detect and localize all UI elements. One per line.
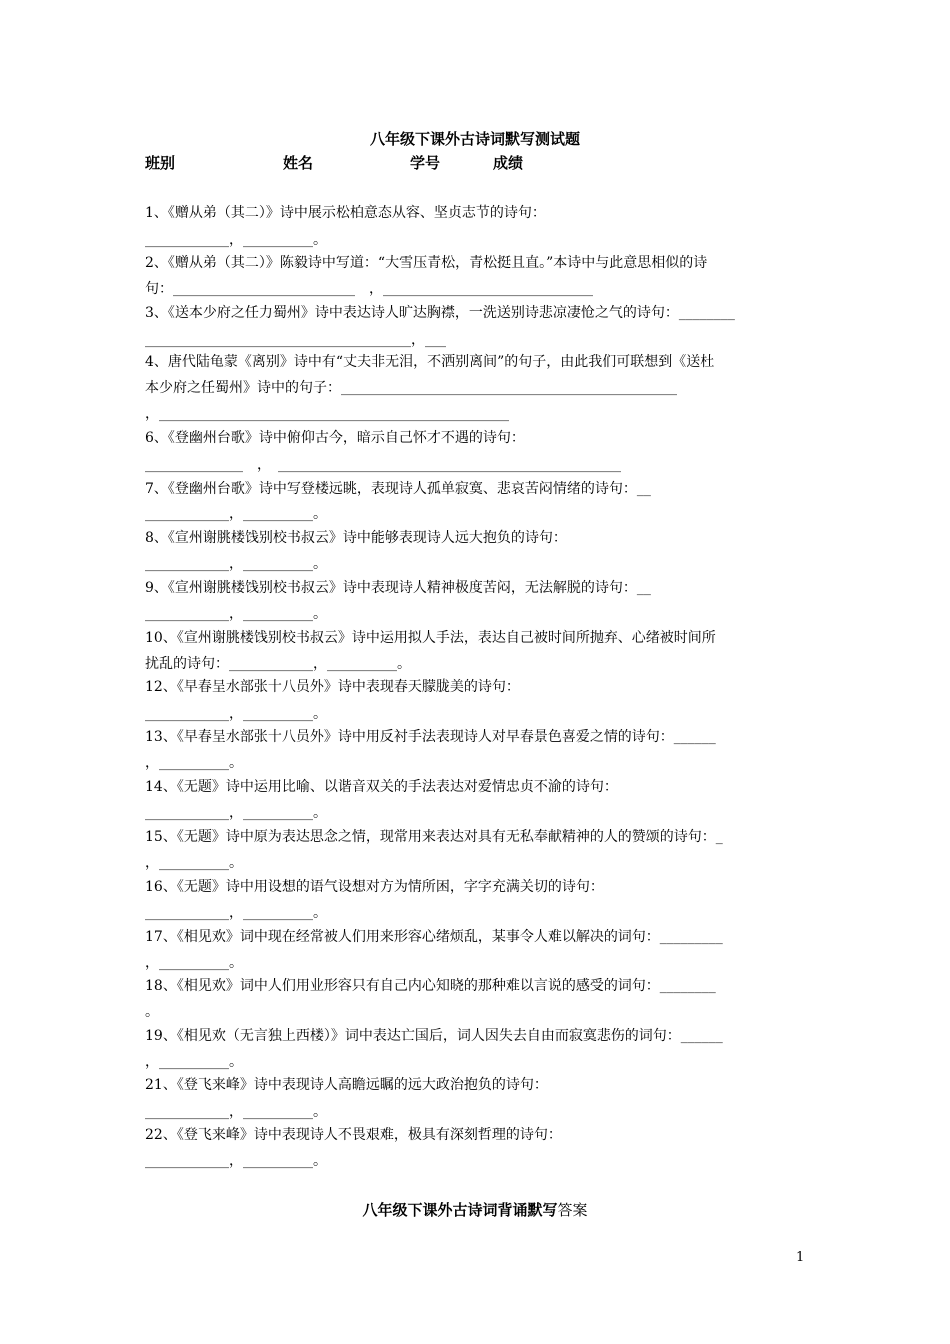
question-line: ____________，__________。 — [145, 1104, 327, 1120]
question-line: 21、《登飞来峰》诗中表现诗人高瞻远瞩的远大政治抱负的诗句： — [145, 1077, 548, 1093]
question-line: ______________ ， _________________________________________________ — [145, 457, 621, 473]
question-line: 句：__________________________ ，______________________________ — [145, 281, 593, 297]
answer-title-suffix: 答案 — [557, 1201, 588, 1219]
question-line: ，__________________________________________________ — [145, 406, 509, 422]
question-line: 18、《相见欢》词中人们用业形容只有自己内心知晓的那种难以言说的感受的词句：________ — [145, 978, 716, 994]
question-line: 10、《宣州谢朓楼饯别校书叔云》诗中运用拟人手法，表达自己被时间所抛弃、心绪被时间所 — [145, 630, 716, 646]
question-line: ____________，__________。 — [145, 706, 327, 722]
class-label: 班别 — [145, 154, 176, 172]
question-line: ，__________。 — [145, 755, 243, 771]
question-line: 。 — [145, 1004, 159, 1020]
score-label: 成绩 — [493, 154, 524, 172]
question-line: 8、《宣州谢朓楼饯别校书叔云》诗中能够表现诗人远大抱负的诗句： — [145, 530, 567, 546]
question-line: ____________，__________。 — [145, 1153, 327, 1169]
question-line: 19、《相见欢（无言独上西楼）》词中表达亡国后，词人因失去自由而寂寞悲伤的词句：______ — [145, 1028, 723, 1044]
question-line: ____________，__________。 — [145, 606, 327, 622]
question-line: 6、《登幽州台歌》诗中俯仰古今，暗示自己怀才不遇的诗句： — [145, 430, 525, 446]
question-line: 22、《登飞来峰》诗中表现诗人不畏艰难，极具有深刻哲理的诗句： — [145, 1127, 562, 1143]
question-line: ______________________________________，___ — [145, 332, 446, 348]
question-line: 1、《赠从弟（其二）》诗中展示松柏意态从容、坚贞志节的诗句： — [145, 205, 546, 221]
name-label: 姓名 — [283, 154, 314, 172]
student-number-label: 学号 — [410, 154, 441, 172]
question-line: 7、《登幽州台歌》诗中写登楼远眺，表现诗人孤单寂寞、悲哀苦闷情绪的诗句：__ — [145, 481, 651, 497]
question-line: ____________，__________。 — [145, 506, 327, 522]
question-line: ，__________。 — [145, 855, 243, 871]
answer-title-bold: 八年级下课外古诗词背诵默写 — [362, 1201, 558, 1219]
question-line: 本少府之任蜀州》诗中的句子：________________________________________________ — [145, 380, 677, 396]
question-line: 16、《无题》诗中用设想的语气设想对方为情所困，字字充满关切的诗句： — [145, 879, 604, 895]
question-line: ，__________。 — [145, 955, 243, 971]
question-line: 4、唐代陆龟蒙《离别》诗中有“丈夫非无泪，不洒别离间”的句子，由此我们可联想到《送杜 — [145, 354, 715, 370]
page-number: 1 — [796, 1250, 805, 1265]
question-line: 2、《赠从弟（其二）》陈毅诗中写道：“大雪压青松，青松挺且直。”本诗中与此意思相似的诗 — [145, 255, 708, 271]
question-line: ____________，__________。 — [145, 556, 327, 572]
question-line: 12、《早春呈水部张十八员外》诗中表现春天朦胧美的诗句： — [145, 679, 520, 695]
page-title: 八年级下课外古诗词默写测试题 — [369, 130, 580, 148]
question-line: ____________，__________。 — [145, 805, 327, 821]
question-line: 扰乱的诗句：____________，__________。 — [145, 656, 411, 672]
question-line: 9、《宣州谢朓楼饯别校书叔云》诗中表现诗人精神极度苦闷，无法解脱的诗句：__ — [145, 580, 651, 596]
answer-section-title — [0, 1199, 950, 1220]
question-line: 17、《相见欢》词中现在经常被人们用来形容心绪烦乱，某事令人难以解决的词句：_________ — [145, 929, 723, 945]
question-line: ，__________。 — [145, 1054, 243, 1070]
question-line: ____________，__________。 — [145, 232, 327, 248]
question-line: ____________，__________。 — [145, 905, 327, 921]
question-line: 13、《早春呈水部张十八员外》诗中用反衬手法表现诗人对早春景色喜爱之情的诗句：______ — [145, 729, 716, 745]
question-line: 14、《无题》诗中运用比喻、以谐音双关的手法表达对爱情忠贞不渝的诗句： — [145, 779, 618, 795]
question-line: 3、《送本少府之任力蜀州》诗中表达诗人旷达胸襟，一洗送别诗悲凉凄怆之气的诗句：________ — [145, 305, 735, 321]
question-line: 15、《无题》诗中原为表达思念之情，现常用来表达对具有无私奉献精神的人的赞颂的诗句：_ — [145, 829, 723, 845]
